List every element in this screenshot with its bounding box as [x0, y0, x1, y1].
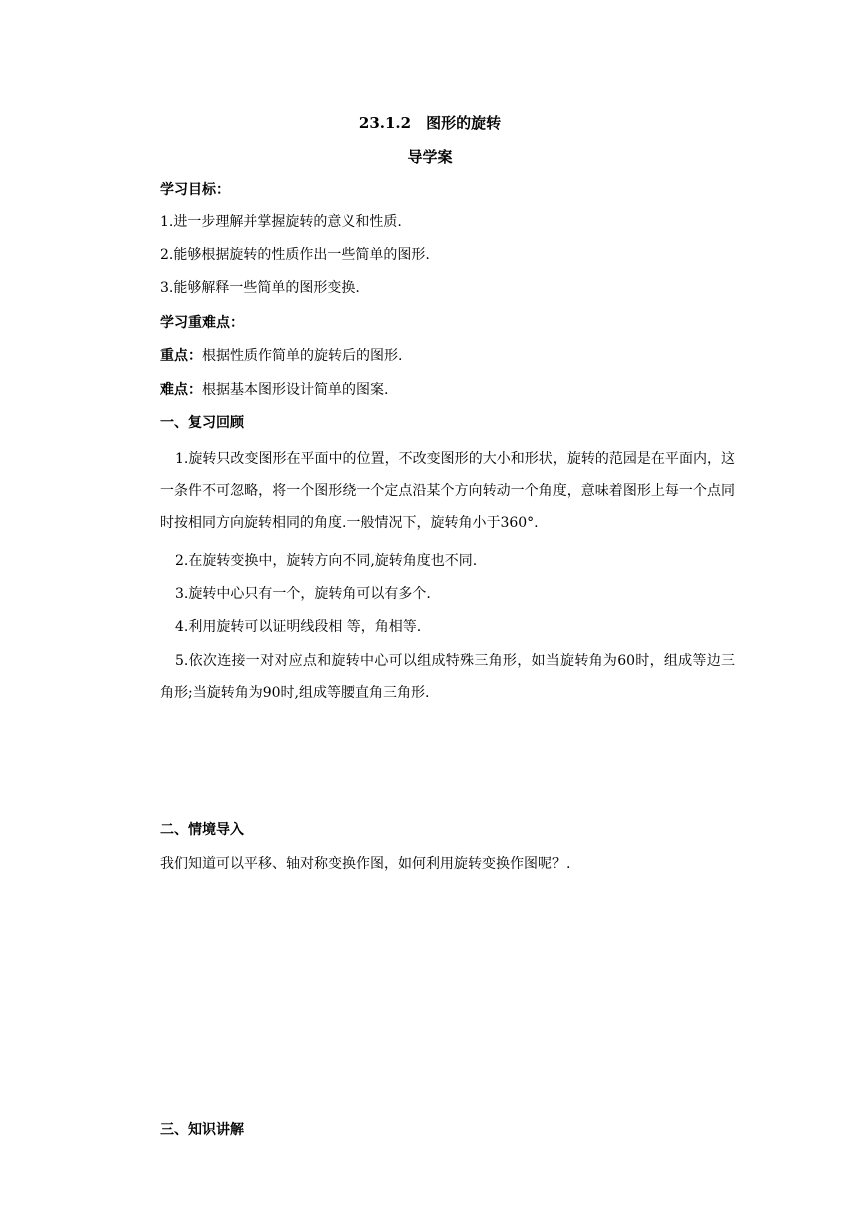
- difficulty-text: 根据基本图形设计简单的图案.: [202, 382, 389, 398]
- knowledge-heading: 三、知识讲解: [160, 1122, 244, 1138]
- review-paragraph-1: 1.旋转只改变图形在平面中的位置，不改变图形的大小和形状，旋转的范园是在平面内，这一条件不可忽略，将一个图形绕一个定点沿某个方向转动一个角度，意味着图形上每一个点同时按相同方向旋转相同的角度.一般情况下，旋转角小于360°.: [160, 451, 735, 531]
- review-heading: 一、复习回顾: [160, 415, 244, 431]
- focus-line: [160, 346, 740, 366]
- objective-item-3: 3.能够解释一些简单的图形变换.: [160, 280, 360, 296]
- document-title: 23.1.2 图形的旋转: [358, 114, 502, 132]
- review-paragraph-4: 4.利用旋转可以证明线段相 等，角相等.: [175, 619, 422, 635]
- objective-item-1: 1.进一步理解并掌握旋转的意义和性质.: [160, 214, 402, 230]
- difficulty-line: [160, 380, 740, 400]
- focus-text: 根据性质作简单的旋转后的图形.: [202, 348, 403, 364]
- objective-item-2: 2.能够根据旋转的性质作出一些简单的图形.: [160, 247, 430, 263]
- difficulty-label: 难点：: [160, 382, 202, 398]
- document-subtitle: 导学案: [407, 148, 453, 166]
- review-paragraph-3: 3.旋转中心只有一个，旋转角可以有多个.: [175, 586, 431, 602]
- review-paragraph-5: 5.依次连接一对对应点和旋转中心可以组成特殊三角形，如当旋转角为60时，组成等边三角形;当旋转角为90时,组成等腰直角三角形.: [160, 653, 735, 701]
- focus-label: 重点：: [160, 348, 202, 364]
- keypoints-heading: 学习重难点：: [160, 315, 244, 331]
- scenario-text: 我们知道可以平移、轴对称变换作图，如何利用旋转变换作图呢？.: [160, 856, 571, 872]
- review-paragraph-2: 2.在旋转变换中，旋转方向不同,旋转角度也不同.: [175, 553, 478, 569]
- scenario-heading: 二、情境导入: [160, 822, 244, 838]
- objectives-heading: 学习目标：: [160, 182, 230, 198]
